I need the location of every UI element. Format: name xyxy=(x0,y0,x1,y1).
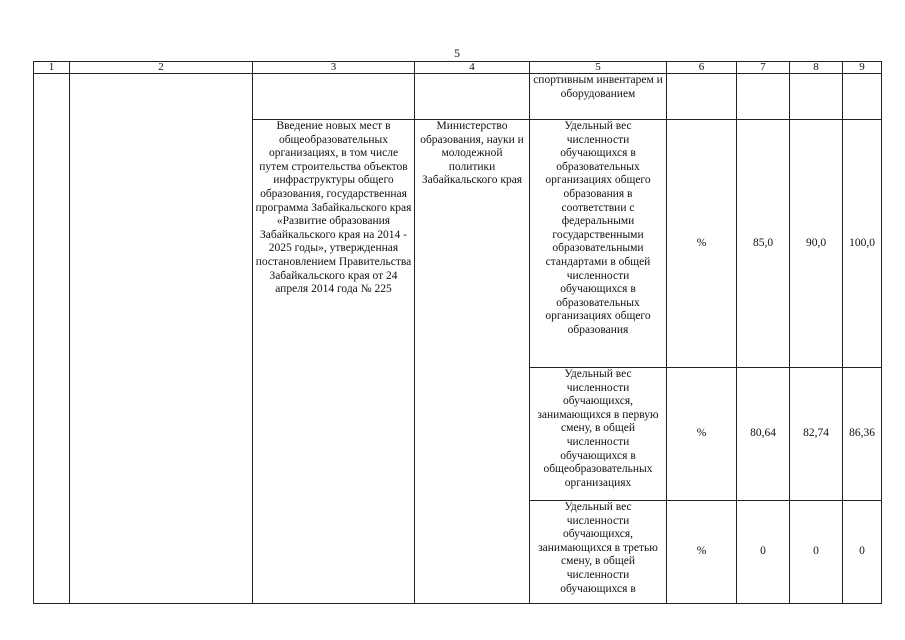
column-number-row xyxy=(34,62,882,74)
program-table xyxy=(33,61,882,604)
column-number: 5 xyxy=(530,62,667,74)
indicator-value-9: 86,36 xyxy=(843,368,882,501)
indicator-value-8: 82,74 xyxy=(790,368,843,501)
column-number: 8 xyxy=(790,62,843,74)
col2-cell xyxy=(70,74,253,604)
column-number: 2 xyxy=(70,62,253,74)
indicator-value-9: 0 xyxy=(843,501,882,604)
indicator-value-9: 100,0 xyxy=(843,120,882,368)
indicator-value-7: 80,64 xyxy=(737,368,790,501)
empty-cell xyxy=(790,74,843,120)
indicator-unit: % xyxy=(667,501,737,604)
column-number: 1 xyxy=(34,62,70,74)
empty-cell xyxy=(667,74,737,120)
indicator-unit: % xyxy=(667,120,737,368)
measure-description: Введение новых мест в общеобразовательных организациях, в том числе путем строительства объектов инфраструктуры общего образования, государственная программа Забайкальского края «Развитие образования Забайкальского края на 2014 - 2025 годы», утвержденная постановлением Правительства Забайкальского края от 24 апреля 2014 года № 225 xyxy=(253,120,415,604)
column-number: 9 xyxy=(843,62,882,74)
indicator-unit: % xyxy=(667,368,737,501)
table-row xyxy=(34,74,882,120)
indicator-continuation: спортивным инвентарем и оборудованием xyxy=(530,74,667,120)
indicator-value-8: 90,0 xyxy=(790,120,843,368)
indicator-value-8: 0 xyxy=(790,501,843,604)
measure-executor: Министерство образования, науки и молодежной политики Забайкальского края xyxy=(415,120,530,604)
empty-cell xyxy=(415,74,530,120)
page-number: 5 xyxy=(454,46,460,60)
col1-cell xyxy=(34,74,70,604)
empty-cell xyxy=(843,74,882,120)
indicator-name: Удельный вес численности обучающихся, занимающихся в первую смену, в общей численности обучающихся в общеобразовательных организациях xyxy=(530,368,667,501)
empty-cell xyxy=(737,74,790,120)
column-number: 7 xyxy=(737,62,790,74)
column-number: 6 xyxy=(667,62,737,74)
column-number: 3 xyxy=(253,62,415,74)
empty-cell xyxy=(253,74,415,120)
indicator-value-7: 85,0 xyxy=(737,120,790,368)
indicator-value-7: 0 xyxy=(737,501,790,604)
column-number: 4 xyxy=(415,62,530,74)
indicator-name: Удельный вес численности обучающихся, занимающихся в третью смену, в общей численности обучающихся в xyxy=(530,501,667,604)
indicator-name: Удельный вес численности обучающихся в образовательных организациях общего образования в соответствии с федеральными государственными образовательными стандартами в общей численности обучающихся в образовательных организациях общего образования xyxy=(530,120,667,368)
